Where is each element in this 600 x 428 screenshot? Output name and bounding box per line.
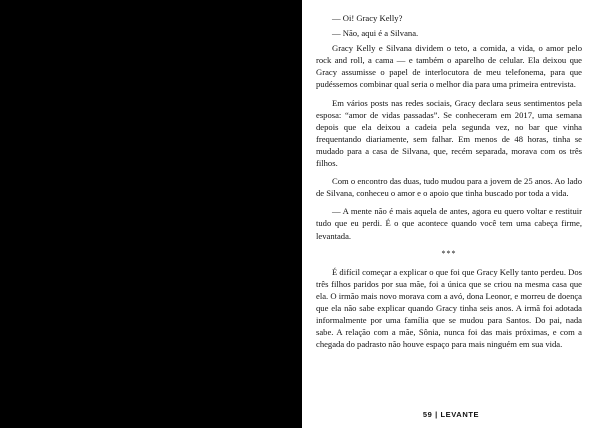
page-footer: 59 | LEVANTE (422, 410, 480, 419)
paragraph: Com o encontro das duas, tudo mudou para a jovem de 25 anos. Ao lado de Silvana, conheceu o amor e o apoio que tinha buscado por toda a vida. (316, 176, 582, 199)
paragraph: Gracy Kelly e Silvana dividem o teto, a comida, a vida, o amor pelo rock and roll, a cama — e também o aparelho de celular. Ela deixou que Gracy assumisse o papel de interlocutora de meu telefonema, para que pudéssemos combinar qual seria o melhor dia para uma primeira entrevista. (316, 43, 582, 90)
dialogue-line: — Oi! Gracy Kelly? (332, 13, 403, 23)
section-separator: *** (441, 248, 457, 258)
dialogue-line: — Não, aqui é a Silvana. (332, 28, 419, 39)
body-text (316, 12, 582, 356)
paragraph: Em vários posts nas redes sociais, Gracy declara seus sentimentos pela esposa: “amor de vidas passadas”. Se conheceram em 2017, uma semana depois que ela deixou a cadeia pela segunda vez, no bar que vinha frequentando diariamente, sem falhar. Em menos de 48 horas, tinha se mudado para a casa de Silvana, que, recém separada, morava com os três filhos. (316, 97, 582, 169)
paragraph: É difícil começar a explicar o que foi que Gracy Kelly tanto perdeu. Dos três filhos paridos por sua mãe, foi a única que se criou na mesma casa que ela. O irmão mais novo morava com a avó, dona Leonor, e morreu de doença que ela não sabe explicar quando Gracy tinha seis anos. A irmã foi adotada informalmente por uma família que se mudou para Santos. Do pai, nada sabe. A relação com a mãe, Sônia, nunca foi das mais próximas, e com a chegada do padrasto não houve espaço para mais ninguém em sua vida. (316, 266, 582, 350)
dialogue-line: — A mente não é mais aquela de antes, agora eu quero voltar e restituir tudo que eu perdi. É o que acontece quando você tem uma cabeça firme, levantada. (316, 206, 582, 241)
book-page (302, 0, 600, 428)
